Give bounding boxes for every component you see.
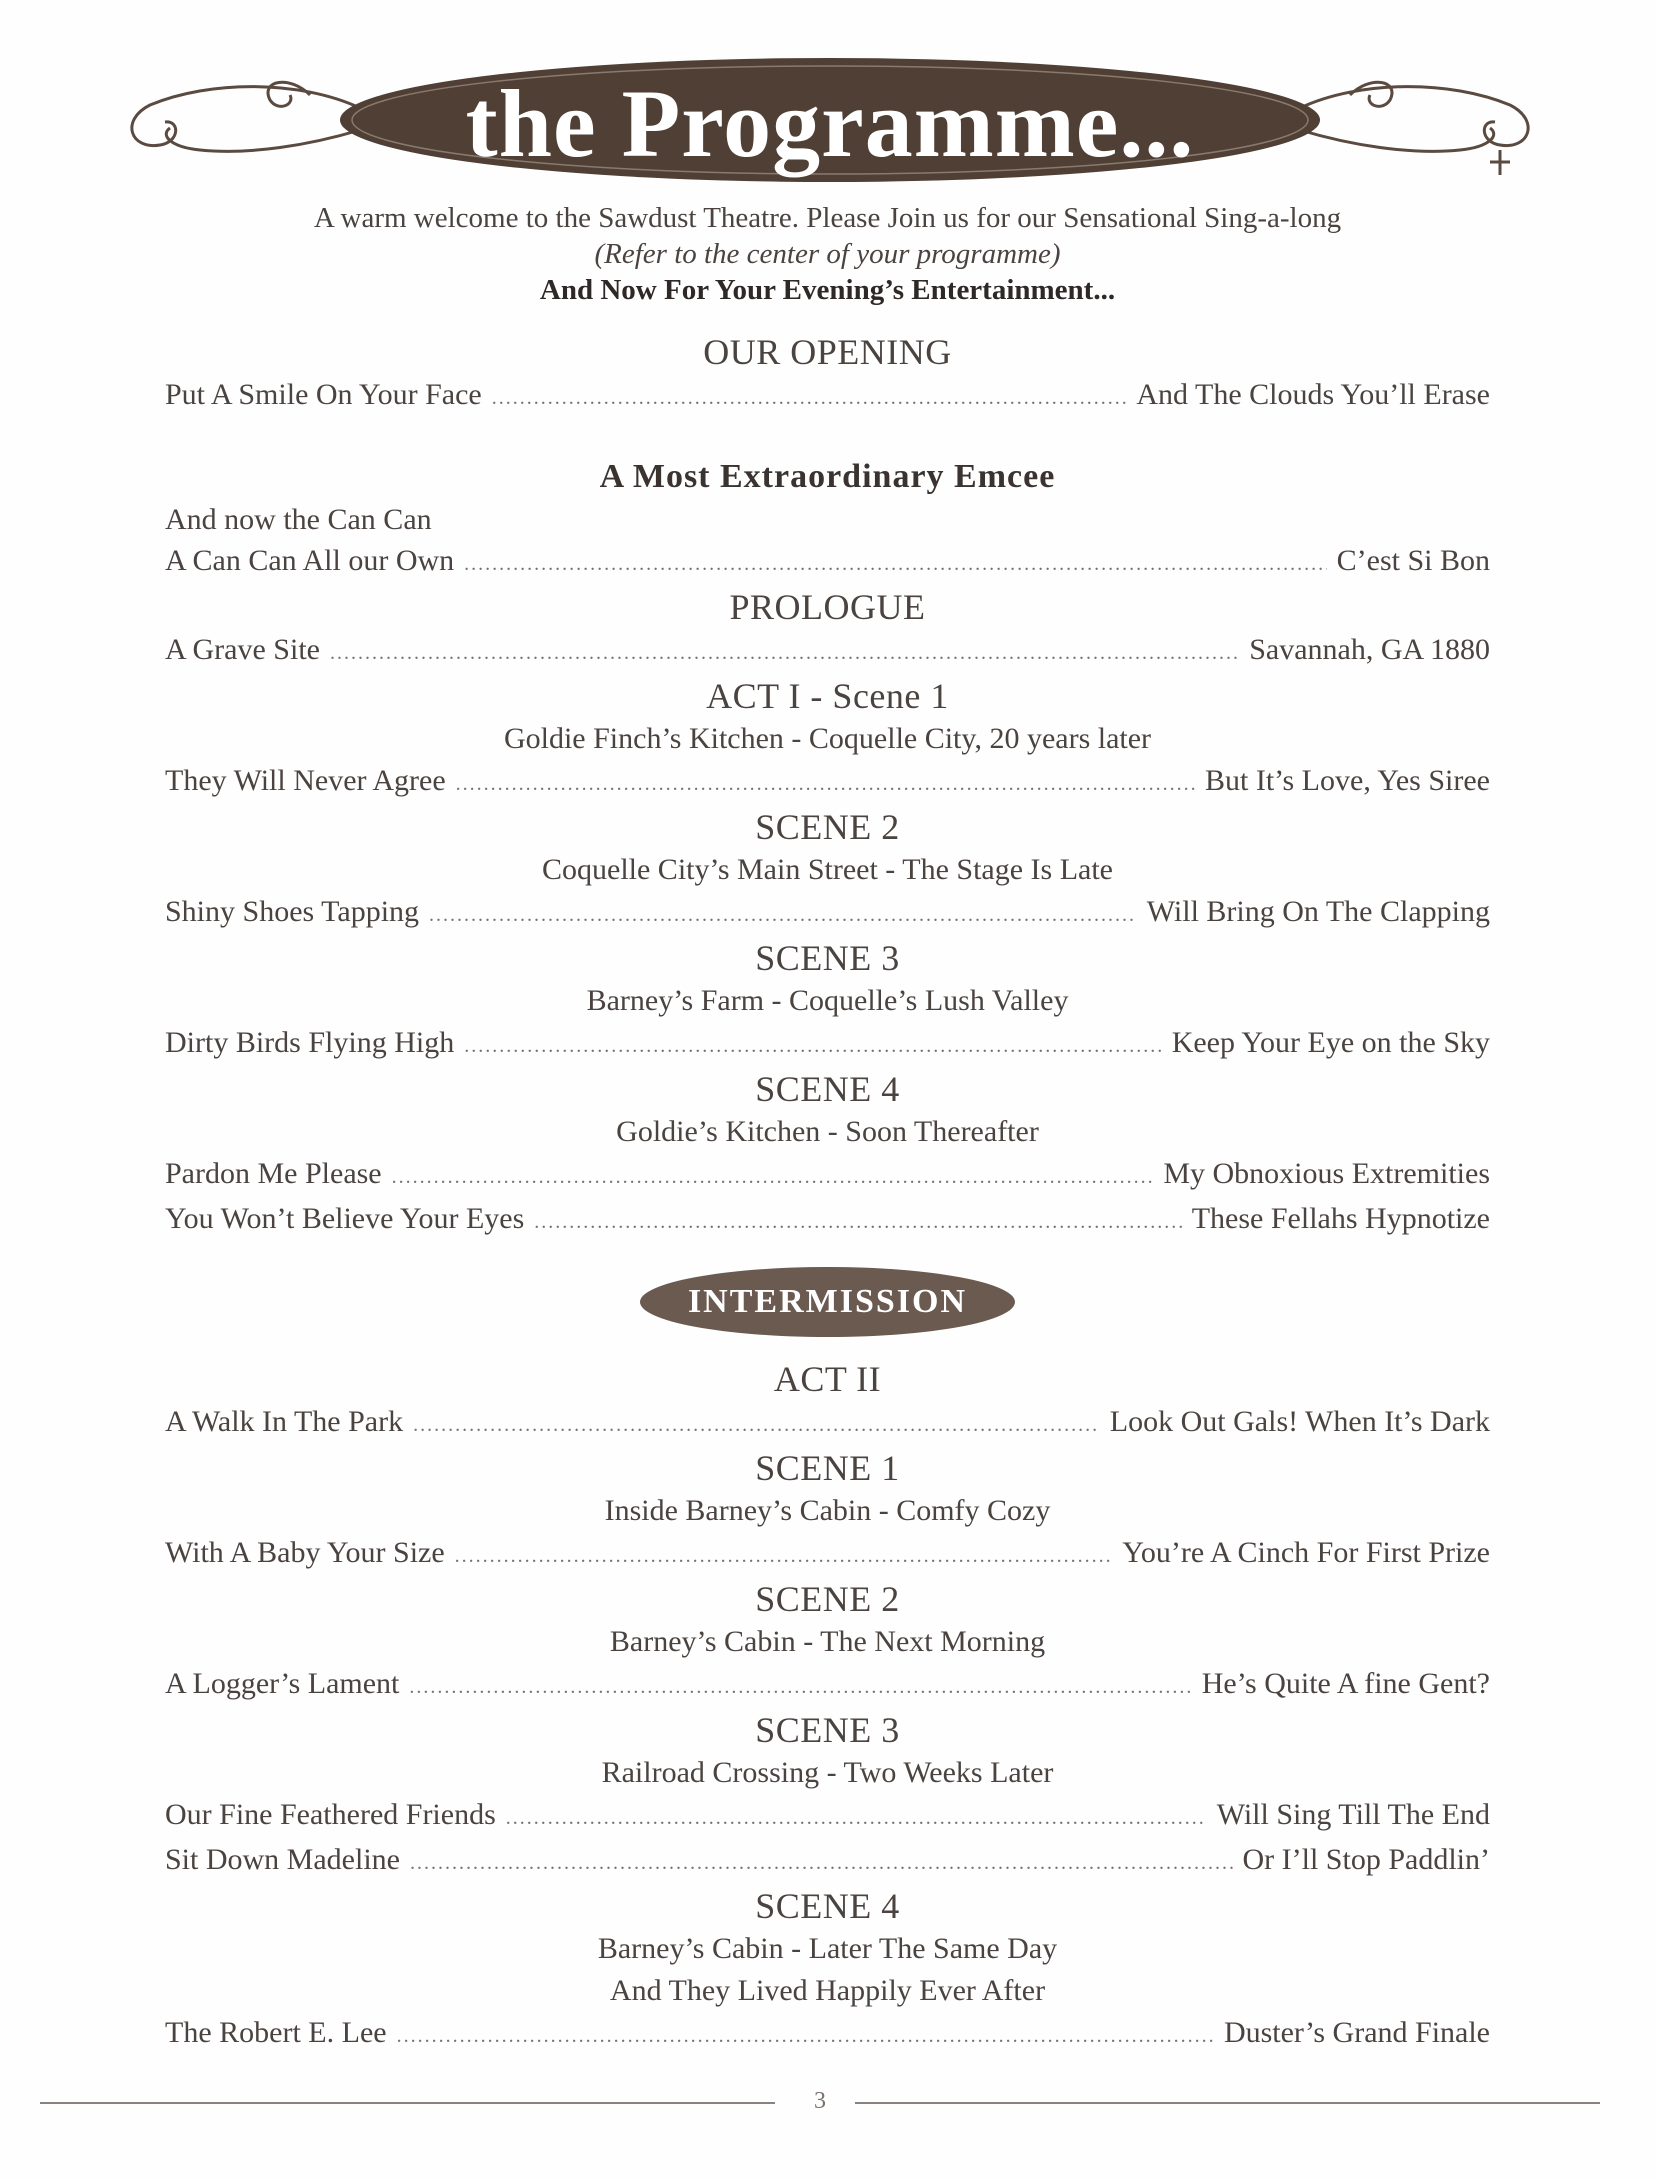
footer-rule-right bbox=[855, 2102, 1600, 2104]
song-title: They Will Never Agree bbox=[165, 764, 446, 797]
leader-dots bbox=[397, 2016, 1214, 2057]
leader-dots bbox=[330, 633, 1239, 674]
welcome-text: A warm welcome to the Sawdust Theatre. Please Join us for our Sensational Sing-a-long bbox=[313, 202, 1342, 234]
song-title: Put A Smile On Your Face bbox=[165, 378, 482, 411]
opening-heading: OUR OPENING bbox=[703, 332, 952, 372]
song-title: The Robert E. Lee bbox=[165, 2016, 387, 2049]
list-item bbox=[165, 1532, 1490, 1577]
song-line: You’re A Cinch For First Prize bbox=[1122, 1536, 1490, 1569]
leader-dots bbox=[429, 895, 1137, 936]
scene-heading: SCENE 2 bbox=[755, 1579, 900, 1619]
intro bbox=[0, 200, 1655, 308]
song-line: Duster’s Grand Finale bbox=[1223, 2016, 1490, 2049]
page-number: 3 bbox=[814, 2088, 826, 2114]
list-item bbox=[165, 1022, 1490, 1067]
song-line: My Obnoxious Extremities bbox=[1163, 1157, 1490, 1190]
intermission-badge: INTERMISSION bbox=[640, 1267, 1015, 1337]
leader-dots bbox=[409, 1667, 1191, 1708]
leader-dots bbox=[492, 378, 1127, 419]
scene-heading: SCENE 4 bbox=[755, 1886, 900, 1926]
list-item bbox=[165, 1663, 1490, 1708]
song-title: A Grave Site bbox=[165, 633, 320, 666]
song-line: Keep Your Eye on the Sky bbox=[1171, 1026, 1490, 1059]
leader-dots bbox=[506, 1798, 1207, 1839]
song-line: And The Clouds You’ll Erase bbox=[1136, 378, 1490, 411]
programme-header bbox=[110, 50, 1550, 190]
leader-dots bbox=[410, 1843, 1233, 1884]
list-item bbox=[165, 1794, 1490, 1839]
scene-setting: Barney’s Cabin - The Next Morning bbox=[609, 1625, 1046, 1658]
list-item bbox=[165, 629, 1490, 674]
page-title: the Programme... bbox=[465, 70, 1195, 177]
song-title: You Won’t Believe Your Eyes bbox=[165, 1202, 525, 1235]
scene-setting: Inside Barney’s Cabin - Comfy Cozy bbox=[604, 1494, 1051, 1527]
leader-dots bbox=[455, 1536, 1113, 1577]
entertainment-text: And Now For Your Evening’s Entertainment... bbox=[539, 274, 1116, 306]
song-title: Shiny Shoes Tapping bbox=[165, 895, 420, 928]
song-title: Dirty Birds Flying High bbox=[165, 1026, 455, 1059]
list-item bbox=[165, 1153, 1490, 1198]
leader-dots bbox=[464, 1026, 1161, 1067]
list-item bbox=[165, 891, 1490, 936]
leader-dots bbox=[392, 1157, 1154, 1198]
song-line: Will Sing Till The End bbox=[1216, 1798, 1490, 1831]
prologue-heading: PROLOGUE bbox=[729, 587, 926, 627]
scene-setting: And They Lived Happily Ever After bbox=[609, 1974, 1046, 2007]
song-title: A Logger’s Lament bbox=[165, 1667, 400, 1700]
scene-heading: SCENE 3 bbox=[755, 938, 900, 978]
song-line: But It’s Love, Yes Siree bbox=[1205, 764, 1490, 797]
song-title: A Walk In The Park bbox=[165, 1405, 404, 1438]
song-line: These Fellahs Hypnotize bbox=[1191, 1202, 1490, 1235]
emcee-heading: A Most Extraordinary Emcee bbox=[599, 458, 1056, 495]
scene-heading: SCENE 1 bbox=[755, 1448, 900, 1488]
scene-setting: Barney’s Cabin - Later The Same Day bbox=[597, 1932, 1058, 1965]
song-line: Savannah, GA 1880 bbox=[1249, 633, 1490, 666]
page-footer bbox=[40, 2088, 1600, 2118]
scene-heading: SCENE 2 bbox=[755, 807, 900, 847]
scene-heading: SCENE 3 bbox=[755, 1710, 900, 1750]
list-item bbox=[165, 540, 1490, 585]
scene-heading: SCENE 4 bbox=[755, 1069, 900, 1109]
song-line: Or I’ll Stop Paddlin’ bbox=[1242, 1843, 1490, 1876]
scene-setting: Coquelle City’s Main Street - The Stage Is Late bbox=[542, 853, 1113, 886]
scene-setting: Railroad Crossing - Two Weeks Later bbox=[601, 1756, 1054, 1789]
song-title: With A Baby Your Size bbox=[165, 1536, 445, 1569]
emcee-line: And now the Can Can bbox=[165, 503, 432, 536]
list-item bbox=[165, 2012, 1490, 2057]
song-title: Pardon Me Please bbox=[165, 1157, 382, 1190]
scene-setting: Goldie’s Kitchen - Soon Thereafter bbox=[616, 1115, 1039, 1148]
song-title: Sit Down Madeline bbox=[165, 1843, 400, 1876]
leader-dots bbox=[413, 1405, 1100, 1446]
leader-dots bbox=[534, 1202, 1181, 1243]
list-item bbox=[165, 1198, 1490, 1243]
song-title: Our Fine Feathered Friends bbox=[165, 1798, 496, 1831]
refer-text: (Refer to the center of your programme) bbox=[594, 238, 1061, 270]
song-line: Will Bring On The Clapping bbox=[1146, 895, 1490, 928]
programme-list bbox=[165, 330, 1490, 2057]
scene-setting: Goldie Finch’s Kitchen - Coquelle City, 20 years later bbox=[503, 722, 1152, 755]
list-item bbox=[165, 374, 1490, 419]
act2-heading: ACT II bbox=[773, 1359, 882, 1399]
song-line: He’s Quite A fine Gent? bbox=[1201, 1667, 1490, 1700]
act1-heading: ACT I - Scene 1 bbox=[706, 676, 949, 716]
scene-setting: Barney’s Farm - Coquelle’s Lush Valley bbox=[586, 984, 1069, 1017]
list-item bbox=[165, 760, 1490, 805]
song-title: A Can Can All our Own bbox=[165, 544, 455, 577]
leader-dots bbox=[456, 764, 1195, 805]
song-line: Look Out Gals! When It’s Dark bbox=[1109, 1405, 1490, 1438]
leader-dots bbox=[464, 544, 1326, 585]
list-item bbox=[165, 1401, 1490, 1446]
song-line: C’est Si Bon bbox=[1336, 544, 1490, 577]
list-item bbox=[165, 1839, 1490, 1884]
